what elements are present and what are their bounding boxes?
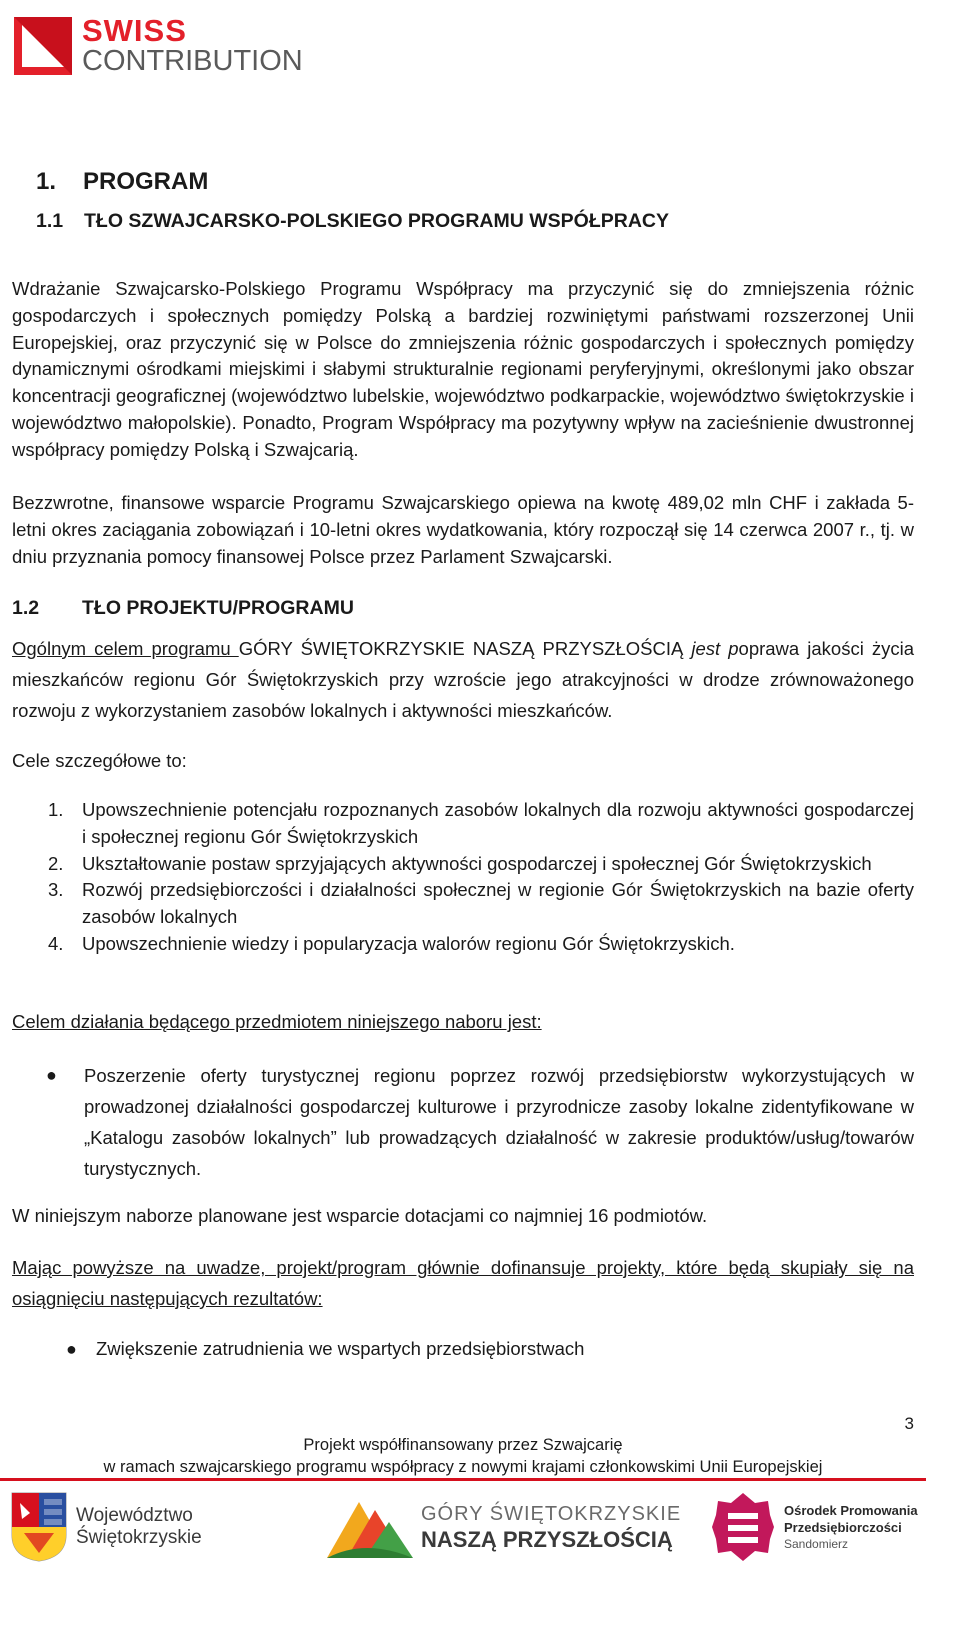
aim-lead: Ogólnym celem programu xyxy=(12,638,239,659)
action-heading: Celem działania będącego przedmiotem niniejszego naboru jest: xyxy=(12,1011,542,1032)
list-item xyxy=(40,1060,914,1184)
osr-line-3: Sandomierz xyxy=(784,1536,849,1551)
goal-number: 2. xyxy=(48,852,64,874)
paragraph-general-aim xyxy=(12,633,914,726)
goal-number: 4. xyxy=(48,932,64,954)
list-item xyxy=(40,797,914,851)
goals-intro: Cele szczegółowe to: xyxy=(12,750,187,771)
list-item xyxy=(40,877,914,931)
footer-line-1: Projekt współfinansowany przez Szwajcarię xyxy=(303,1436,623,1454)
goal-number: 1. xyxy=(48,799,64,820)
goal-text: Rozwój przedsiębiorczości i działalności społecznej w regionie Gór Świętokrzyskich na bazie oferty zasobów lokalnych xyxy=(82,879,914,928)
aim-rest: oprawa jakości życia mieszkańców regionu Gór Świętokrzyskich przy wzroście jego atrakcyjności w drodze zrównoważonego rozwoju z wykorzystaniem zasobów lokalnych i aktywności mieszkańców. xyxy=(12,638,915,721)
gory-line-2: NASZĄ PRZYSZŁOŚCIĄ xyxy=(421,1527,673,1552)
section-1-1-heading xyxy=(36,210,669,233)
section-1-title: PROGRAM xyxy=(83,168,209,195)
paragraph-funding: Bezzwrotne, finansowe wsparcie Programu Szwajcarskiego opiewa na kwotę 489,02 mln CHF i zakłada 5-letni okres zaciągania zobowiązań i 10-letni okres wydatkowania, który rozpoczął się 14 czerwca 2007 r., tj. w dniu przyznania pomocy finansowej Polsce przez Parlament Szwajcarski. xyxy=(12,492,914,567)
swiss-logo-icon xyxy=(14,17,72,75)
result-text: Zwiększenie zatrudnienia we wspartych przedsiębiorstwach xyxy=(96,1338,585,1359)
section-1-number: 1. xyxy=(36,168,57,195)
woj-line-2: Świętokrzyskie xyxy=(76,1527,202,1548)
footer-line-2: w ramach szwajcarskiego programu współpracy z nowymi krajami członkowskimi Unii Europejskiej xyxy=(103,1458,823,1476)
footer-divider xyxy=(0,1478,926,1481)
section-1-2-title: TŁO PROJEKTU/PROGRAMU xyxy=(82,597,354,619)
wojewodztwo-logo xyxy=(10,1486,202,1568)
goals-list xyxy=(40,797,914,958)
paragraph-background: Wdrażanie Szwajcarsko-Polskiego Programu Współpracy ma przyczynić się do zmniejszenia różnic gospodarczych i społecznych pomiędzy Polską a bardziej rozwiniętymi państwami rozszerzonej Unii Europejskiej, oraz przyczynić się w Polsce do zmniejszenia różnic gospodarczych i społecznych pomiędzy dynamicznymi ośrodkami miejskimi i słabymi strukturalnie regionami peryferyjnymi, określonymi jako obszar koncentracji geograficznej (województwo lubelskie, województwo podkarpackie, województwo świętokrzyskie i województwo małopolskie). Ponadto, Program Współpracy ma pozytywny wpływ na zacieśnienie dwustronnej współpracy pomiędzy Polską i Szwajcarią. xyxy=(12,278,914,460)
section-1-2-number: 1.2 xyxy=(12,597,40,619)
section-1-2-heading xyxy=(12,597,354,620)
section-1-1-number: 1.1 xyxy=(36,210,64,232)
goal-text: Upowszechnienie wiedzy i popularyzacja walorów regionu Gór Świętokrzyskich. xyxy=(82,932,735,954)
gory-line-1: GÓRY ŚWIĘTOKRZYSKIE xyxy=(421,1503,682,1525)
logo-line-1: SWISS xyxy=(82,13,187,48)
swiss-contribution-logo xyxy=(14,13,303,77)
results-list xyxy=(60,1335,914,1363)
coat-of-arms-icon xyxy=(10,1491,68,1563)
page-number: 3 xyxy=(904,1414,914,1433)
bullet-icon: ● xyxy=(46,1065,57,1085)
osrodek-emblem-icon xyxy=(710,1491,776,1563)
mountains-icon xyxy=(325,1492,415,1562)
logo-line-2: CONTRIBUTION xyxy=(82,45,303,77)
list-item xyxy=(40,851,914,878)
osr-line-2: Przedsiębiorczości xyxy=(784,1519,902,1535)
support-paragraph: W niniejszym naborze planowane jest wsparcie dotacjami co najmniej 16 podmiotów. xyxy=(12,1205,708,1226)
goal-number: 3. xyxy=(48,879,64,901)
section-1-1-title: TŁO SZWAJCARSKO-POLSKIEGO PROGRAMU WSPÓŁPRACY xyxy=(84,210,670,232)
goal-text: Upowszechnienie potencjału rozpoznanych zasobów lokalnych dla rozwoju aktywności gospodarczej i społecznej regionu Gór Świętokrzyskich xyxy=(82,799,914,847)
results-heading: Mając powyższe na uwadze, projekt/program głównie dofinansuje projekty, które będą skupiały się na osiągnięciu następujących rezultatów: xyxy=(12,1257,914,1309)
aim-italic: jest p xyxy=(691,638,739,659)
list-item xyxy=(60,1335,914,1363)
osrodek-logo xyxy=(710,1486,918,1568)
list-item xyxy=(40,931,914,958)
action-list xyxy=(40,1060,914,1184)
woj-line-1: Województwo xyxy=(76,1505,193,1526)
bullet-icon: ● xyxy=(66,1339,77,1359)
section-1-heading xyxy=(36,168,208,196)
action-text: Poszerzenie oferty turystycznej regionu poprzez rozwój przedsiębiorstw wykorzystujących w prowadzonej działalności gospodarczej kulturowe i przyrodnicze zasoby lokalne zidentyfikowane w „Katalogu zasobów lokalnych” lub prowadzących działalność w zakresie produktów/usług/towarów turystycznych. xyxy=(84,1065,914,1179)
gory-swietokrzyskie-logo xyxy=(325,1486,681,1568)
osr-line-1: Ośrodek Promowania xyxy=(784,1502,918,1518)
goal-text: Ukształtowanie postaw sprzyjających aktywności gospodarczej i społecznej Gór Świętokrzyskich xyxy=(82,852,872,874)
aim-program-name: GÓRY ŚWIĘTOKRZYSKIE NASZĄ PRZYSZŁOŚCIĄ xyxy=(238,638,692,659)
